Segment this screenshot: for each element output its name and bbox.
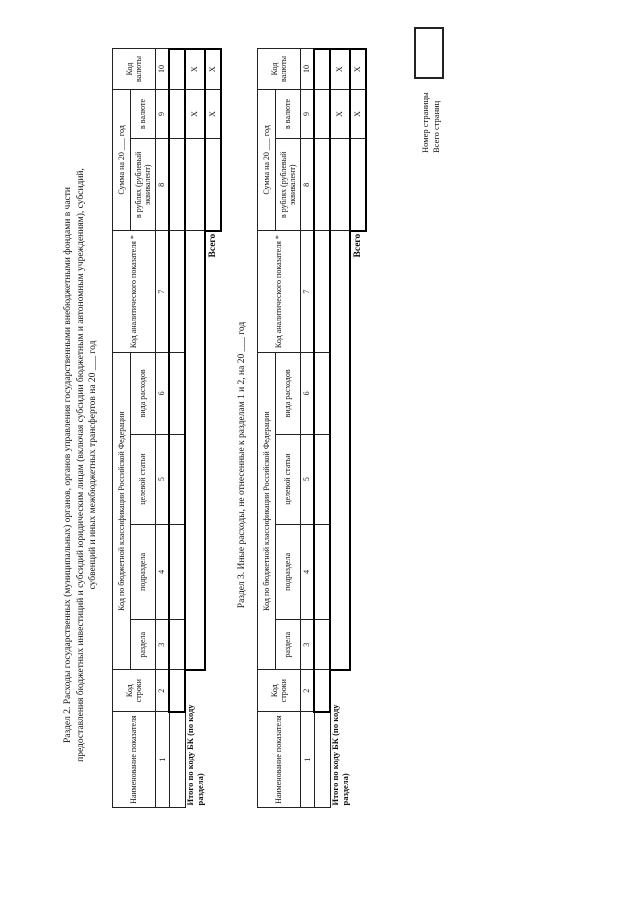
subtotal-code-x: X: [330, 49, 350, 89]
hdr-razdel: раздела: [276, 620, 301, 670]
hdr-rub: в рублях (рублевый эквивалент): [131, 139, 156, 231]
section2-title: [62, 85, 100, 845]
page-number-box[interactable]: [414, 27, 444, 79]
col-num: 1: [156, 712, 170, 808]
hdr-line-code: Код строки: [258, 670, 301, 712]
hdr-vid: вида расходов: [276, 352, 301, 434]
section2-title-line1: Раздел 2. Расходы государственных (муниципальных) органов, органов управления государственными внебюджетными фондами в части: [63, 186, 73, 744]
col-num: 6: [301, 352, 315, 434]
table-row: [169, 49, 185, 808]
hdr-bk-group: Код по бюджетной классификации Российской Федерации: [113, 352, 131, 669]
cell-razdel[interactable]: [314, 620, 330, 670]
hdr-sum-group: Сумма на 20 ___ год: [258, 89, 276, 231]
total-pages-label: Всего страниц: [431, 100, 441, 153]
cell-rub[interactable]: [314, 139, 330, 231]
hdr-podrazdel: подраздела: [276, 524, 301, 620]
col-num: 10: [156, 49, 170, 89]
section2-title-line2: предоставления бюджетных инвестиций и субсидий юридическим лицам (включая субсидии бюджетным и автономным учреждениям), субсидий,: [75, 168, 86, 762]
col-num: 8: [301, 139, 315, 231]
cell-currency-code[interactable]: [169, 49, 185, 89]
col-num: 4: [301, 524, 315, 620]
hdr-name: Наименование показателя: [258, 712, 301, 808]
subtotal-rub[interactable]: [330, 139, 350, 231]
col-number-row: [156, 49, 170, 808]
subtotal-label: Итого по коду БК (по коду раздела): [330, 704, 350, 806]
col-num: 9: [301, 89, 315, 139]
hdr-vid: вида расходов: [131, 352, 156, 434]
col-num: 2: [301, 670, 315, 712]
cell-name[interactable]: [169, 712, 185, 808]
col-num: 7: [301, 231, 315, 353]
cell-analytic[interactable]: [314, 231, 330, 353]
total-rub[interactable]: [205, 139, 221, 231]
page-number-label: Номер страницы: [420, 92, 430, 153]
subtotal-row: [330, 49, 350, 808]
total-row: [350, 49, 366, 808]
cell-analytic[interactable]: [169, 231, 185, 353]
hdr-razdel: раздела: [131, 620, 156, 670]
cell-line-code[interactable]: [314, 670, 330, 712]
cell-name[interactable]: [314, 712, 330, 808]
cell-podrazdel[interactable]: [314, 524, 330, 620]
hdr-podrazdel: подраздела: [131, 524, 156, 620]
hdr-analytic: Код аналитического показателя *: [258, 231, 301, 353]
hdr-rub: в рублях (рублевый эквивалент): [276, 139, 301, 231]
section2-title-line3: субвенций и иных межбюджетных трансфертов на 20 ___ год: [88, 340, 98, 590]
hdr-line-code: Код строки: [113, 670, 156, 712]
subtotal-blank: [330, 231, 350, 670]
hdr-celevaya: целевой статьи: [131, 434, 156, 524]
subtotal-rub[interactable]: [185, 139, 205, 231]
hdr-currency: в валюте: [276, 89, 301, 139]
hdr-currency-code: Код валюты: [113, 49, 156, 89]
cell-celevaya[interactable]: [169, 434, 185, 524]
cell-razdel[interactable]: [169, 620, 185, 670]
cell-currency[interactable]: [169, 89, 185, 139]
cell-celevaya[interactable]: [314, 434, 330, 524]
cell-line-code[interactable]: [169, 670, 185, 712]
subtotal-currency-x: X: [185, 89, 205, 139]
cell-currency-code[interactable]: [314, 49, 330, 89]
subtotal-blank: [185, 231, 205, 670]
cell-rub[interactable]: [169, 139, 185, 231]
cell-vid[interactable]: [314, 352, 330, 434]
hdr-name: Наименование показателя: [113, 712, 156, 808]
total-row: [205, 49, 221, 808]
total-currency-x: X: [350, 89, 366, 139]
section2-total-label: Всего: [207, 233, 218, 258]
total-code-x: X: [350, 49, 366, 89]
total-rub[interactable]: [350, 139, 366, 231]
subtotal-row: [185, 49, 205, 808]
total-currency-x: X: [205, 89, 221, 139]
col-num: 1: [301, 712, 315, 808]
hdr-sum-group: Сумма на 20 ___ год: [113, 89, 131, 231]
col-num: 3: [301, 620, 315, 670]
section2-table: [112, 48, 222, 808]
cell-podrazdel[interactable]: [169, 524, 185, 620]
subtotal-code-x: X: [185, 49, 205, 89]
section3-total-label: Всего: [352, 233, 363, 258]
col-num: 10: [301, 49, 315, 89]
subtotal-label: Итого по коду БК (по коду раздела): [185, 704, 205, 806]
section3-title: Раздел 3. Иные расходы, не отнесенные к разделам 1 и 2, на 20 ___ год: [237, 321, 247, 609]
col-num: 9: [156, 89, 170, 139]
col-num: 3: [156, 620, 170, 670]
col-num: 8: [156, 139, 170, 231]
col-num: 6: [156, 352, 170, 434]
table-row: [314, 49, 330, 808]
cell-vid[interactable]: [169, 352, 185, 434]
hdr-bk-group: Код по бюджетной классификации Российской Федерации: [258, 352, 276, 669]
section3-table: [257, 48, 367, 808]
col-num: 4: [156, 524, 170, 620]
hdr-currency: в валюте: [131, 89, 156, 139]
col-num: 7: [156, 231, 170, 353]
col-num: 5: [156, 434, 170, 524]
col-num: 5: [301, 434, 315, 524]
hdr-currency-code: Код валюты: [258, 49, 301, 89]
col-num: 2: [156, 670, 170, 712]
subtotal-currency-x: X: [330, 89, 350, 139]
page-info: [420, 92, 442, 153]
cell-currency[interactable]: [314, 89, 330, 139]
hdr-analytic: Код аналитического показателя *: [113, 231, 156, 353]
col-number-row: [301, 49, 315, 808]
hdr-celevaya: целевой статьи: [276, 434, 301, 524]
total-code-x: X: [205, 49, 221, 89]
